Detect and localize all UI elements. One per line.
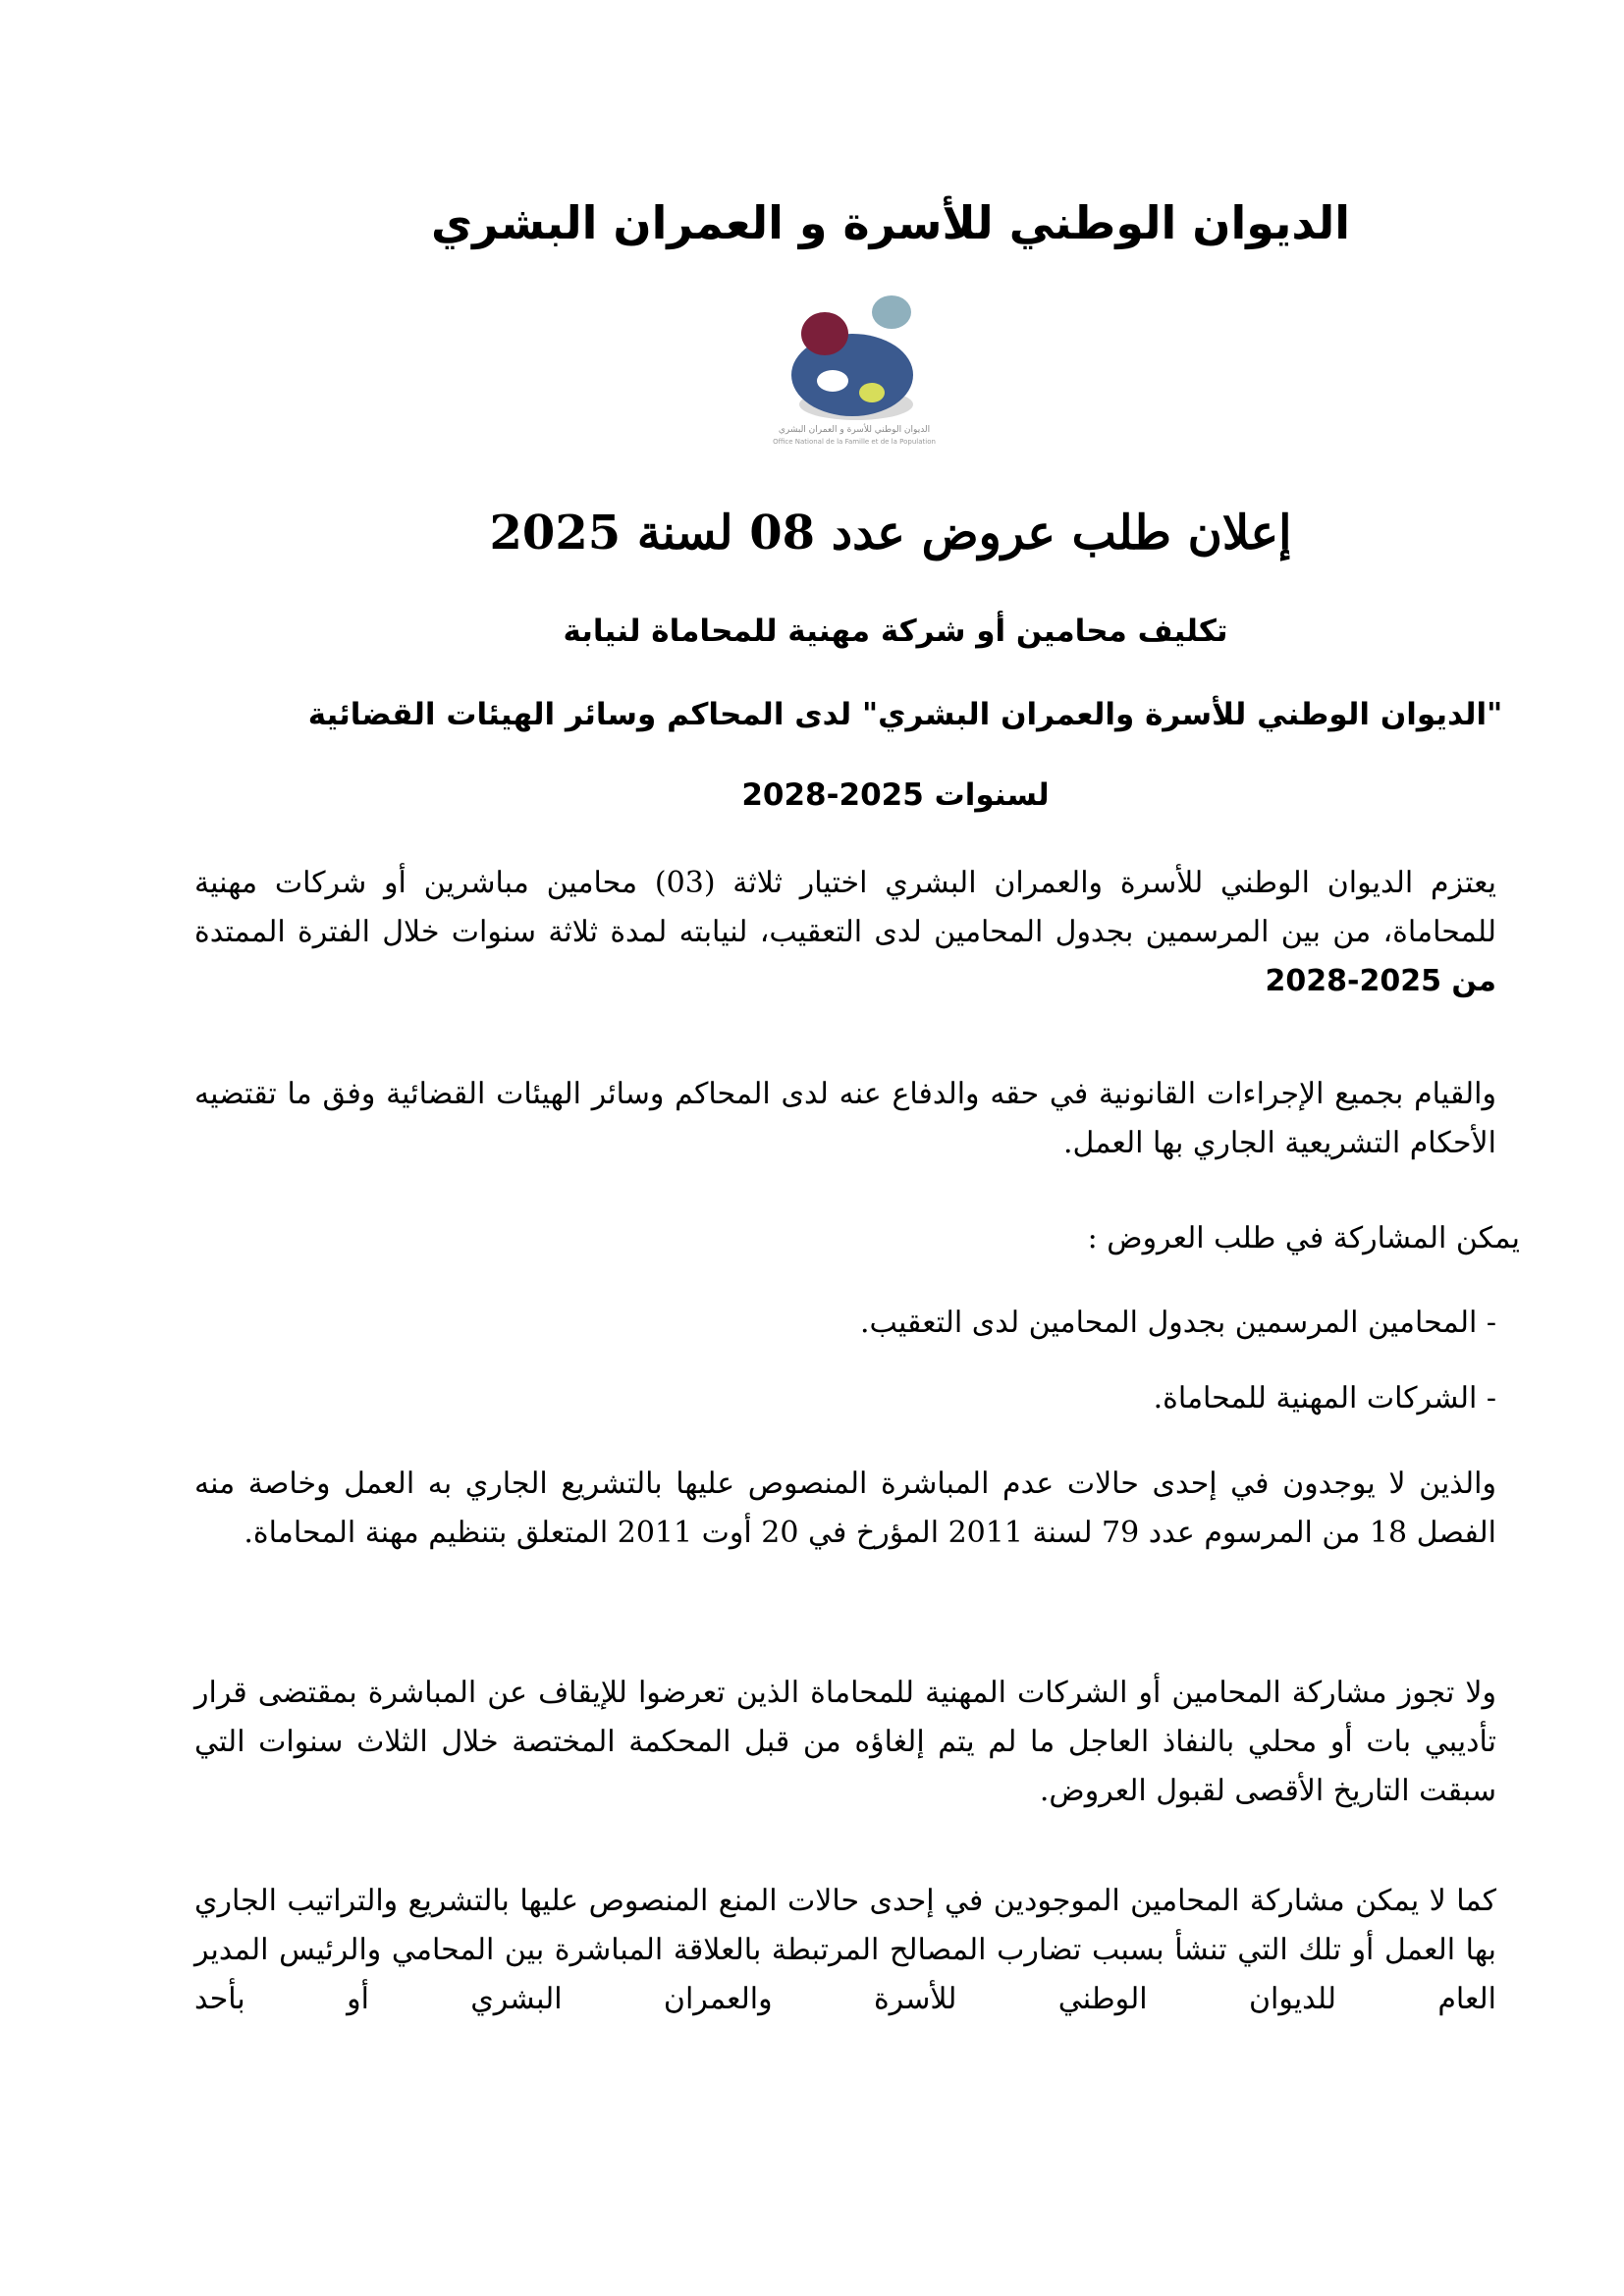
paragraph-5: ولا تجوز مشاركة المحامين أو الشركات المهنية للمحاماة الذين تعرضوا للإيقاف عن المباشرة بمقتضى قرار تأديبي بات أو محلي بالنفاذ العاجل ما لم يتم إلغاؤه من قبل المحكمة المختصة خلال الثلاث سنوات التي سبقت التاريخ الأقصى لقبول العروض.	[194, 1676, 1496, 1808]
paragraph-1-period: من 2025-2028	[1265, 964, 1496, 998]
logo-maroon-circle	[801, 312, 848, 355]
logo-caption-french: Office National de la Famille et de la Population	[773, 438, 936, 446]
paragraph-1-text: يعتزم الديوان الوطني للأسرة والعمران البشري اختيار ثلاثة (03) محامين مباشرين أو شركات مهنية للمحاماة، من بين المرسمين بجدول المحامين لدى التعقيب، لنيابته لمدة ثلاثة سنوات خلال الفترة الممتدة	[194, 866, 1496, 949]
list-item: - المحامين المرسمين بجدول المحامين لدى التعقيب.	[859, 1306, 1496, 1340]
logo-yellow-circle	[859, 383, 885, 402]
paragraph-3: يمكن المشاركة في طلب العروض :	[1087, 1221, 1520, 1255]
logo-light-blue-circle	[872, 295, 911, 329]
announcement-subtitle-3: لسنوات 2025-2028	[741, 777, 1050, 813]
list-item: - الشركات المهنية للمحاماة.	[1153, 1381, 1496, 1415]
paragraph-6: كما لا يمكن مشاركة المحامين الموجودين في إحدى حالات المنع المنصوص عليها بالتشريع والتراتيب الجاري بها العمل أو تلك التي تنشأ بسبب تضارب المصالح المرتبطة بالعلاقة المباشرة بين المحامي والرئيس المدير العام للديوان الوطني للأسرة والعمران البشري أو بأحد	[194, 1884, 1496, 2016]
logo-graphic	[766, 294, 943, 422]
announcement-subtitle-2: "الديوان الوطني للأسرة والعمران البشري" لدى المحاكم وسائر الهيئات القضائية	[307, 697, 1503, 732]
paragraph-4: والذين لا يوجدون في إحدى حالات عدم المباشرة المنصوص عليها بالتشريع الجاري به العمل وخاصة منه الفصل 18 من المرسوم عدد 79 لسنة 2011 المؤرخ في 20 أوت 2011 المتعلق بتنظيم مهنة المحاماة.	[194, 1467, 1496, 1550]
logo-caption-arabic: الديوان الوطني للأسرة و العمران البشري	[778, 425, 931, 435]
paragraph-2: والقيام بجميع الإجراءات القانونية في حقه والدفاع عنه لدى المحاكم وسائر الهيئات القضائية وفق ما تقتضيه الأحكام التشريعية الجاري بها العمل.	[194, 1077, 1496, 1160]
announcement-title: إعلان طلب عروض عدد 08 لسنة 2025	[489, 506, 1292, 561]
paragraph-1	[194, 859, 1496, 1006]
organization-title: الديوان الوطني للأسرة و العمران البشري	[430, 196, 1351, 249]
announcement-subtitle-1: تكليف محامين أو شركة مهنية للمحاماة لنيابة	[563, 614, 1228, 649]
logo-white-circle	[817, 370, 848, 392]
